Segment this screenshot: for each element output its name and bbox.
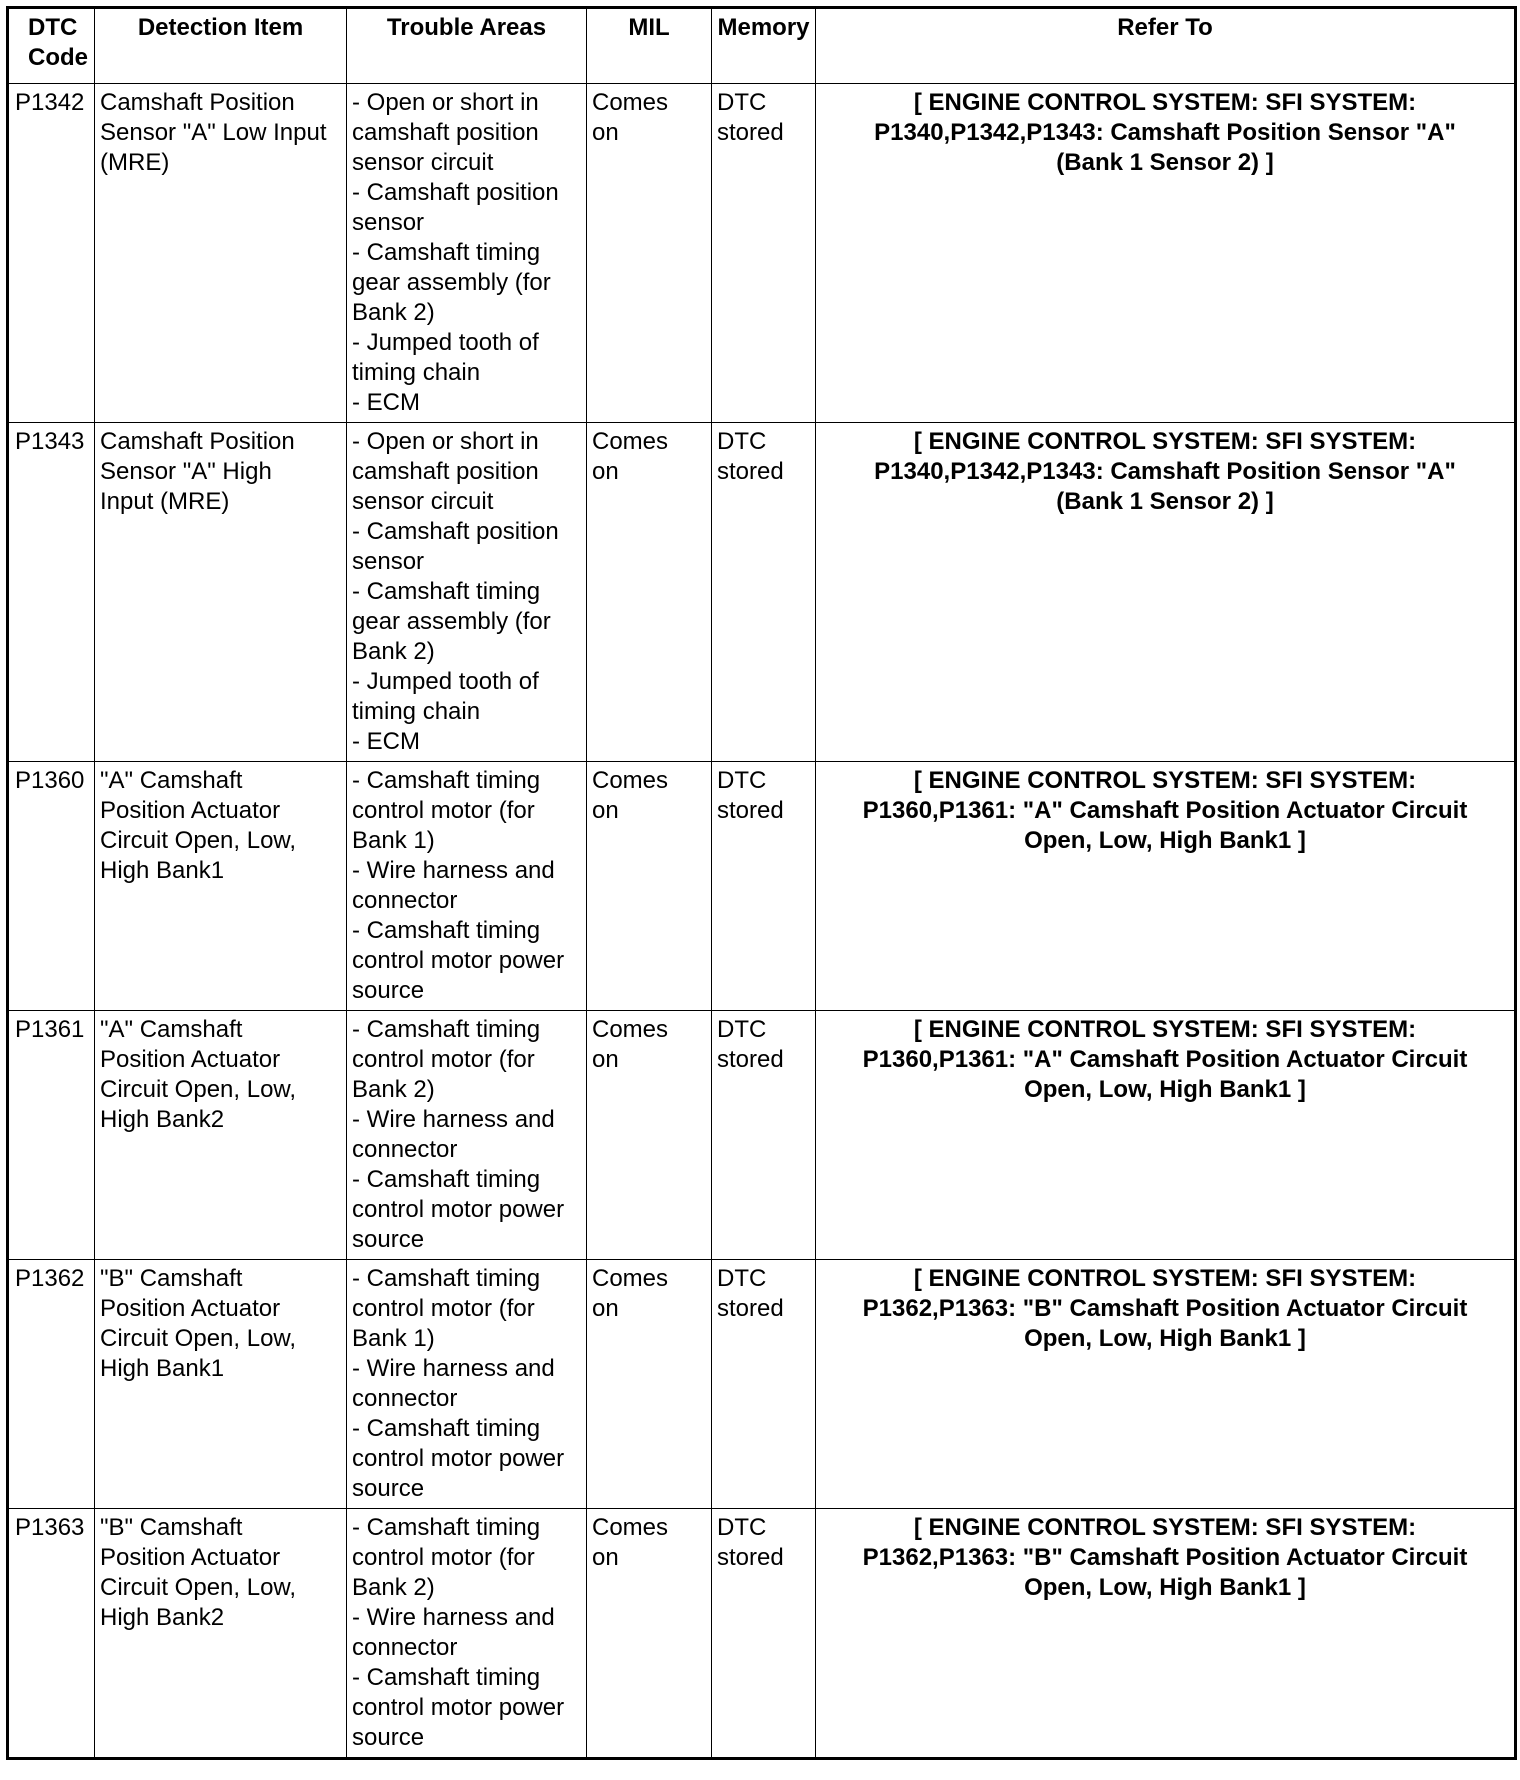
cell-trouble-areas-line: - Camshaft timing [352,1415,541,1442]
cell-detection-item-line: High Bank1 [100,857,225,884]
cell-dtc-code: P1360 [8,762,95,1011]
cell-detection-item-line: Circuit Open, Low, [100,1574,297,1601]
table-row [8,1260,1516,1509]
cell-trouble-areas-line: - Camshaft timing [352,1016,541,1043]
cell-refer-to-line: Open, Low, High Bank1 ] [1024,827,1306,854]
cell-detection-item-line: "A" Camshaft [100,1016,243,1043]
cell-memory-line: DTC [717,1514,767,1541]
cell-trouble-areas-line: control motor power [352,947,565,974]
cell-refer-to-line: Open, Low, High Bank1 ] [1024,1076,1306,1103]
cell-memory [712,1011,816,1260]
cell-trouble-areas-line: - Wire harness and [352,857,555,884]
cell-detection-item [95,762,347,1011]
cell-refer-to [816,1260,1516,1509]
cell-mil-line: Comes [592,767,669,794]
cell-mil-line: Comes [592,428,669,455]
cell-refer-to [816,84,1516,423]
header-trouble-areas: Trouble Areas [347,8,587,84]
table-row [8,423,1516,762]
cell-trouble-areas-line: Bank 1) [352,1325,435,1352]
cell-trouble-areas [347,762,587,1011]
cell-detection-item-line: Sensor "A" Low Input [100,119,327,146]
cell-detection-item-line: (MRE) [100,149,170,176]
cell-mil-line: Comes [592,1514,669,1541]
cell-detection-item-line: "B" Camshaft [100,1265,243,1292]
cell-refer-to-line: Open, Low, High Bank1 ] [1024,1574,1306,1601]
cell-trouble-areas-line: control motor (for [352,1295,535,1322]
cell-detection-item-line: Camshaft Position [100,428,295,455]
cell-refer-to-line: (Bank 1 Sensor 2) ] [1056,488,1274,515]
cell-trouble-areas-line: - Jumped tooth of [352,668,539,695]
cell-trouble-areas-line: timing chain [352,698,481,725]
cell-mil [587,1509,712,1759]
cell-memory-line: DTC [717,89,767,116]
cell-refer-to-line: [ ENGINE CONTROL SYSTEM: SFI SYSTEM: [913,428,1417,455]
cell-detection-item-line: Circuit Open, Low, [100,1325,297,1352]
cell-trouble-areas-line: - Camshaft timing [352,1166,541,1193]
cell-detection-item [95,423,347,762]
cell-refer-to-line: P1340,P1342,P1343: Camshaft Position Sensor "A" [874,119,1456,146]
dtc-table [6,6,1517,1760]
cell-detection-item-line: Position Actuator [100,797,281,824]
cell-refer-to-line: P1360,P1361: "A" Camshaft Position Actuator Circuit [862,1046,1468,1073]
cell-trouble-areas-line: Bank 1) [352,827,435,854]
cell-trouble-areas-line: Bank 2) [352,299,435,326]
cell-dtc-code: P1362 [8,1260,95,1509]
cell-mil [587,762,712,1011]
cell-detection-item-line: High Bank1 [100,1355,225,1382]
cell-trouble-areas-line: control motor power [352,1445,565,1472]
cell-trouble-areas-line: control motor (for [352,1046,535,1073]
cell-detection-item-line: High Bank2 [100,1604,225,1631]
cell-mil-line: Comes [592,89,669,116]
cell-refer-to-line: P1362,P1363: "B" Camshaft Position Actuator Circuit [862,1295,1468,1322]
cell-trouble-areas-line: - Wire harness and [352,1355,555,1382]
cell-trouble-areas-line: sensor [352,548,425,575]
cell-detection-item [95,1509,347,1759]
cell-memory-line: stored [717,458,784,485]
cell-detection-item [95,1011,347,1260]
cell-trouble-areas-line: source [352,1724,425,1751]
cell-dtc-code: P1363 [8,1509,95,1759]
cell-trouble-areas-line: - Camshaft timing [352,578,541,605]
cell-memory-line: stored [717,1295,784,1322]
cell-detection-item-line: Input (MRE) [100,488,230,515]
cell-trouble-areas [347,1260,587,1509]
cell-mil-line: on [592,1544,619,1571]
cell-trouble-areas-line: control motor (for [352,797,535,824]
cell-mil-line: Comes [592,1016,669,1043]
cell-refer-to [816,1509,1516,1759]
cell-trouble-areas-line: - Camshaft position [352,179,559,206]
cell-memory-line: stored [717,797,784,824]
cell-trouble-areas-line: control motor power [352,1694,565,1721]
cell-refer-to [816,762,1516,1011]
cell-mil [587,423,712,762]
cell-refer-to-line: [ ENGINE CONTROL SYSTEM: SFI SYSTEM: [913,1514,1417,1541]
cell-trouble-areas-line: camshaft position [352,119,539,146]
cell-trouble-areas-line: gear assembly (for [352,269,551,296]
cell-memory-line: DTC [717,767,767,794]
header-refer-to: Refer To [816,8,1516,84]
cell-detection-item-line: Camshaft Position [100,89,295,116]
cell-mil-line: on [592,119,619,146]
cell-refer-to-line: [ ENGINE CONTROL SYSTEM: SFI SYSTEM: [913,89,1417,116]
cell-trouble-areas-line: control motor (for [352,1544,535,1571]
cell-trouble-areas-line: sensor circuit [352,488,494,515]
cell-refer-to-line: P1340,P1342,P1343: Camshaft Position Sensor "A" [874,458,1456,485]
cell-detection-item-line: "B" Camshaft [100,1514,243,1541]
header-mil: MIL [587,8,712,84]
header-memory: Memory [712,8,816,84]
cell-trouble-areas-line: source [352,1226,425,1253]
cell-trouble-areas-line: - Open or short in [352,428,539,455]
cell-memory-line: stored [717,1544,784,1571]
cell-trouble-areas [347,1011,587,1260]
cell-mil-line: on [592,458,619,485]
cell-trouble-areas-line: sensor circuit [352,149,494,176]
cell-detection-item-line: Position Actuator [100,1295,281,1322]
cell-trouble-areas-line: - Camshaft timing [352,917,541,944]
cell-detection-item [95,1260,347,1509]
cell-refer-to [816,423,1516,762]
cell-trouble-areas-line: connector [352,1385,458,1412]
cell-dtc-code: P1343 [8,423,95,762]
cell-trouble-areas-line: control motor power [352,1196,565,1223]
cell-trouble-areas [347,84,587,423]
cell-trouble-areas-line: connector [352,1136,458,1163]
cell-trouble-areas-line: - ECM [352,389,420,416]
cell-detection-item-line: Circuit Open, Low, [100,827,297,854]
cell-trouble-areas-line: - Camshaft timing [352,1514,541,1541]
cell-trouble-areas-line: - Open or short in [352,89,539,116]
cell-trouble-areas-line: - Jumped tooth of [352,329,539,356]
cell-refer-to-line: P1362,P1363: "B" Camshaft Position Actuator Circuit [862,1544,1468,1571]
cell-trouble-areas-line: connector [352,1634,458,1661]
cell-refer-to-line: (Bank 1 Sensor 2) ] [1056,149,1274,176]
cell-trouble-areas-line: timing chain [352,359,481,386]
header-row [8,8,1516,84]
cell-trouble-areas-line: connector [352,887,458,914]
cell-trouble-areas [347,1509,587,1759]
cell-mil-line: Comes [592,1265,669,1292]
cell-detection-item-line: High Bank2 [100,1106,225,1133]
cell-mil [587,84,712,423]
cell-refer-to-line: [ ENGINE CONTROL SYSTEM: SFI SYSTEM: [913,1016,1417,1043]
cell-memory [712,423,816,762]
header-dtc-code-label: DTC Code [28,14,88,71]
cell-memory-line: stored [717,119,784,146]
cell-memory-line: DTC [717,1016,767,1043]
cell-refer-to-line: P1360,P1361: "A" Camshaft Position Actuator Circuit [862,797,1468,824]
cell-mil-line: on [592,1046,619,1073]
cell-trouble-areas-line: Bank 2) [352,1076,435,1103]
cell-detection-item-line: Position Actuator [100,1046,281,1073]
cell-trouble-areas-line: source [352,1475,425,1502]
cell-refer-to-line: Open, Low, High Bank1 ] [1024,1325,1306,1352]
cell-mil [587,1260,712,1509]
cell-memory [712,84,816,423]
cell-trouble-areas-line: - Wire harness and [352,1106,555,1133]
cell-dtc-code: P1342 [8,84,95,423]
table-row [8,1509,1516,1759]
cell-refer-to [816,1011,1516,1260]
cell-trouble-areas-line: - Camshaft timing [352,767,541,794]
cell-mil [587,1011,712,1260]
cell-trouble-areas-line: Bank 2) [352,638,435,665]
cell-trouble-areas [347,423,587,762]
cell-memory-line: DTC [717,428,767,455]
cell-trouble-areas-line: - Camshaft position [352,518,559,545]
cell-mil-line: on [592,1295,619,1322]
table-row [8,1011,1516,1260]
table-body [8,84,1516,1759]
cell-trouble-areas-line: - ECM [352,728,420,755]
cell-detection-item [95,84,347,423]
cell-memory-line: stored [717,1046,784,1073]
cell-trouble-areas-line: gear assembly (for [352,608,551,635]
cell-detection-item-line: Position Actuator [100,1544,281,1571]
cell-memory [712,1509,816,1759]
cell-dtc-code: P1361 [8,1011,95,1260]
cell-trouble-areas-line: - Wire harness and [352,1604,555,1631]
cell-trouble-areas-line: sensor [352,209,425,236]
header-detection-item: Detection Item [95,8,347,84]
cell-detection-item-line: "A" Camshaft [100,767,243,794]
cell-memory [712,1260,816,1509]
cell-trouble-areas-line: Bank 2) [352,1574,435,1601]
cell-detection-item-line: Circuit Open, Low, [100,1076,297,1103]
header-dtc-code [8,8,95,84]
table-row [8,84,1516,423]
cell-trouble-areas-line: camshaft position [352,458,539,485]
cell-trouble-areas-line: - Camshaft timing [352,1664,541,1691]
cell-detection-item-line: Sensor "A" High [100,458,272,485]
cell-trouble-areas-line: - Camshaft timing [352,239,541,266]
cell-memory [712,762,816,1011]
table-row [8,762,1516,1011]
cell-memory-line: DTC [717,1265,767,1292]
cell-refer-to-line: [ ENGINE CONTROL SYSTEM: SFI SYSTEM: [913,767,1417,794]
cell-mil-line: on [592,797,619,824]
cell-refer-to-line: [ ENGINE CONTROL SYSTEM: SFI SYSTEM: [913,1265,1417,1292]
table-header [8,8,1516,84]
cell-trouble-areas-line: - Camshaft timing [352,1265,541,1292]
cell-trouble-areas-line: source [352,977,425,1004]
